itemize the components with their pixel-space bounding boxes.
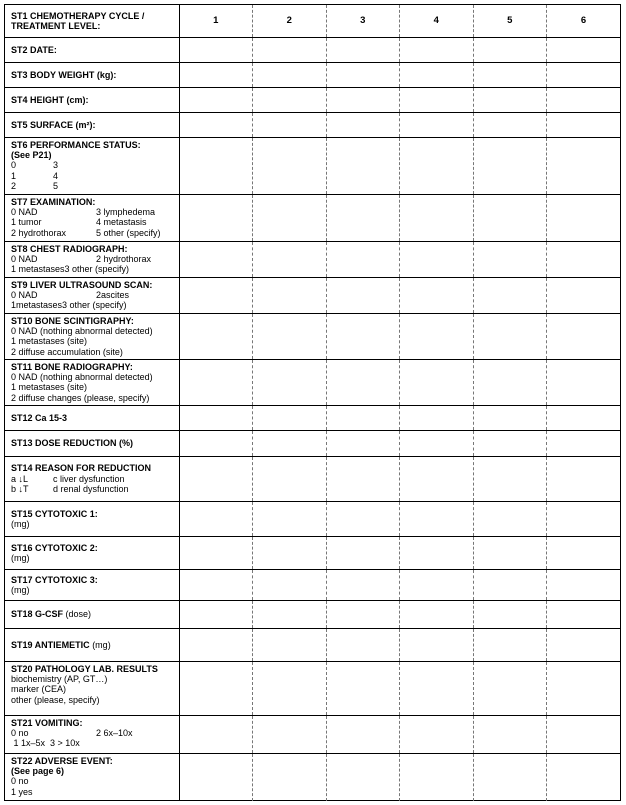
st15-cell-5[interactable] [473,501,547,536]
st4-cell-6[interactable] [547,87,621,112]
row-st8 [5,241,620,277]
st3-cell-4[interactable] [400,62,474,87]
st21-cell-3[interactable] [326,715,400,753]
st11-cell-5[interactable] [473,359,547,405]
st6-option: 1 [11,170,17,181]
st10-option-line: 2 diffuse accumulation (site) [11,346,123,357]
st11-cell-3[interactable] [326,359,400,405]
st10-title: ST10 BONE SCINTIGRAPHY: [11,315,134,326]
st9-option-line [11,290,175,300]
row-st3 [5,62,620,87]
row-st12 [5,405,620,430]
st22-label [5,753,179,801]
st6-option-line [11,160,175,170]
column-header-5: 5 [473,5,547,37]
st7-option: 3 lymphedema [96,206,156,217]
st13-cell-6[interactable] [547,430,621,456]
st22-subtitle: (See page 6) [11,765,65,776]
st3-cell-3[interactable] [326,62,400,87]
st7-option: 4 metastasis [96,217,147,228]
st6-option: 0 [11,160,17,171]
st9-cell-3[interactable] [326,277,400,313]
st15-cell-3[interactable] [326,501,400,536]
st7-label [5,194,179,241]
st9-label [5,277,179,313]
st5-cell-1[interactable] [179,112,253,137]
st14-label [5,456,179,501]
st2-cell-2[interactable] [253,37,327,62]
st15-cell-4[interactable] [400,501,474,536]
st7-cell-5[interactable] [473,194,547,241]
st20-cell-2[interactable] [253,661,327,715]
st19-cell-6[interactable] [547,628,621,661]
st19-cell-2[interactable] [253,628,327,661]
st10-cell-5[interactable] [473,313,547,359]
st22-cell-1[interactable] [179,753,253,801]
st5-label [5,112,179,137]
st19-tail: (mg) [89,639,111,650]
st11-cell-2[interactable] [253,359,327,405]
st7-cell-1[interactable] [179,194,253,241]
st22-cell-3[interactable] [326,753,400,801]
st11-option-line: 1 metastases (site) [11,382,88,393]
st15-cell-1[interactable] [179,501,253,536]
st16-title: ST16 CYTOTOXIC 2: [11,542,98,553]
st17-cell-5[interactable] [473,569,547,600]
st4-cell-3[interactable] [326,87,400,112]
st17-cell-6[interactable] [547,569,621,600]
row-st1 [5,5,620,37]
st21-option-line [11,728,175,738]
st9-cell-2[interactable] [253,277,327,313]
st6-cell-6[interactable] [547,137,621,194]
st21-cell-4[interactable] [400,715,474,753]
row-st20 [5,661,620,715]
st5-cell-3[interactable] [326,112,400,137]
st14-cell-4[interactable] [400,456,474,501]
st17-title: ST17 CYTOTOXIC 3: [11,574,98,585]
st8-option: 2 hydrothorax [96,253,152,264]
st2-cell-5[interactable] [473,37,547,62]
st10-cell-6[interactable] [547,313,621,359]
st6-cell-2[interactable] [253,137,327,194]
st20-cell-3[interactable] [326,661,400,715]
st9-cell-5[interactable] [473,277,547,313]
st18-label [5,600,179,628]
row-st10 [5,313,620,359]
column-header-3: 3 [326,5,400,37]
st8-cell-6[interactable] [547,241,621,277]
column-header-6: 6 [547,5,621,37]
st18-cell-5[interactable] [473,600,547,628]
st6-label [5,137,179,194]
st12-title: ST12 Ca 15-3 [11,412,68,423]
st2-label [5,37,179,62]
column-header-1: 1 [213,14,219,26]
st7-title: ST7 EXAMINATION: [11,196,96,207]
st6-option: 2 [11,181,17,192]
st8-cell-2[interactable] [253,241,327,277]
column-header-4: 4 [400,5,474,37]
st18-cell-2[interactable] [253,600,327,628]
st9-cell-4[interactable] [400,277,474,313]
st7-cell-4[interactable] [400,194,474,241]
st10-cell-1[interactable] [179,313,253,359]
st19-cell-5[interactable] [473,628,547,661]
st5-title: ST5 SURFACE (m²): [11,119,96,130]
st8-option-line [11,254,175,264]
st5-cell-6[interactable] [547,112,621,137]
st7-option-line [11,207,175,217]
st14-option: a ↓L [11,473,29,484]
st5-cell-5[interactable] [473,112,547,137]
st22-title: ST22 ADVERSE EVENT: [11,755,113,766]
row-st11 [5,359,620,405]
st7-option: 0 NAD [11,206,38,217]
st4-cell-4[interactable] [400,87,474,112]
st22-cell-4[interactable] [400,753,474,801]
st11-cell-4[interactable] [400,359,474,405]
st6-option-line [11,171,175,181]
row-st2 [5,37,620,62]
st1-label [5,5,179,37]
st2-cell-6[interactable] [547,37,621,62]
row-st14 [5,456,620,501]
st14-cell-3[interactable] [326,456,400,501]
st8-cell-1[interactable] [179,241,253,277]
st20-option-line: marker (CEA) [11,684,67,695]
st18-title: ST18 G-CSF [11,609,64,620]
st4-cell-5[interactable] [473,87,547,112]
st21-option: 2 6x–10x [96,727,133,738]
st12-cell-5[interactable] [473,405,547,430]
st12-cell-1[interactable] [179,405,253,430]
st13-cell-5[interactable] [473,430,547,456]
st7-cell-3[interactable] [326,194,400,241]
st21-cell-5[interactable] [473,715,547,753]
st11-cell-6[interactable] [547,359,621,405]
st14-option: c liver dysfunction [53,473,125,484]
st14-cell-1[interactable] [179,456,253,501]
st20-cell-1[interactable] [179,661,253,715]
st14-title: ST14 REASON FOR REDUCTION [11,463,152,474]
row-st6 [5,137,620,194]
st14-option-line [11,484,175,494]
st16-label [5,536,179,569]
st2-cell-3[interactable] [326,37,400,62]
st21-cell-6[interactable] [547,715,621,753]
st7-option: 1 tumor [11,217,42,228]
st17-cell-3[interactable] [326,569,400,600]
st3-cell-2[interactable] [253,62,327,87]
st18-tail: (dose) [63,609,92,620]
st6-title: ST6 PERFORMANCE STATUS: [11,139,141,150]
st20-cell-4[interactable] [400,661,474,715]
st4-cell-2[interactable] [253,87,327,112]
st19-label [5,628,179,661]
st22-cell-2[interactable] [253,753,327,801]
st16-unit: (mg) [11,553,30,563]
st20-option-line: other (please, specify) [11,694,100,705]
st6-option: 3 [53,160,59,171]
st21-cell-2[interactable] [253,715,327,753]
st9-cell-1[interactable] [179,277,253,313]
st18-cell-6[interactable] [547,600,621,628]
st12-cell-2[interactable] [253,405,327,430]
st9-option: 0 NAD [11,289,38,300]
st3-label [5,62,179,87]
st19-cell-3[interactable] [326,628,400,661]
st19-title: ST19 ANTIEMETIC [11,639,90,650]
st15-label [5,501,179,536]
st20-label [5,661,179,715]
st13-cell-3[interactable] [326,430,400,456]
st18-cell-1[interactable] [179,600,253,628]
row-st18 [5,600,620,628]
row-st19 [5,628,620,661]
row-st5 [5,112,620,137]
st10-cell-2[interactable] [253,313,327,359]
st6-option: 5 [53,181,59,192]
st15-title: ST15 CYTOTOXIC 1: [11,508,98,519]
st7-option-line [11,217,175,227]
row-st22 [5,753,620,801]
st2-cell-1[interactable] [179,37,253,62]
st10-option-line: 0 NAD (nothing abnormal detected) [11,325,153,336]
st9-cell-6[interactable] [547,277,621,313]
st14-cell-6[interactable] [547,456,621,501]
st9-option: 2ascites [96,289,130,300]
st4-cell-1[interactable] [179,87,253,112]
row-st17 [5,569,620,600]
st8-title: ST8 CHEST RADIOGRAPH: [11,243,128,254]
st6-subtitle: (See P21) [11,149,52,160]
st17-label [5,569,179,600]
st21-cell-1[interactable] [179,715,253,753]
st8-cell-5[interactable] [473,241,547,277]
st22-option-line: 0 no [11,776,29,787]
st6-cell-5[interactable] [473,137,547,194]
st3-title: ST3 BODY WEIGHT (kg): [11,69,117,80]
st21-title: ST21 VOMITING: [11,717,83,728]
st21-label [5,715,179,753]
st12-cell-3[interactable] [326,405,400,430]
st10-label [5,313,179,359]
st20-cell-6[interactable] [547,661,621,715]
st15-cell-2[interactable] [253,501,327,536]
st11-label [5,359,179,405]
row-st7 [5,194,620,241]
row-st21 [5,715,620,753]
st9-option-line: 1metastases3 other (specify) [11,300,127,311]
st3-cell-6[interactable] [547,62,621,87]
st10-cell-3[interactable] [326,313,400,359]
st13-title: ST13 DOSE REDUCTION (%) [11,438,134,449]
st17-cell-2[interactable] [253,569,327,600]
st20-option-line: biochemistry (AP, GT…) [11,673,108,684]
st8-option-line: 1 metastases3 other (specify) [11,264,130,275]
st3-cell-5[interactable] [473,62,547,87]
st16-cell-2[interactable] [253,536,327,569]
st6-cell-4[interactable] [400,137,474,194]
st10-option-line: 1 metastases (site) [11,336,88,347]
st12-cell-4[interactable] [400,405,474,430]
st5-cell-4[interactable] [400,112,474,137]
st13-cell-4[interactable] [400,430,474,456]
st7-option: 2 hydrothorax [11,227,67,238]
st1-title-2: TREATMENT LEVEL: [11,21,101,32]
st4-title: ST4 HEIGHT (cm): [11,94,89,105]
st7-cell-2[interactable] [253,194,327,241]
st7-option: 5 other (specify) [96,227,161,238]
st21-option-line: 1 1x–5x 3 > 10x [11,738,80,749]
st21-option: 0 no [11,727,29,738]
st7-cell-6[interactable] [547,194,621,241]
row-st15 [5,501,620,536]
st18-cell-4[interactable] [400,600,474,628]
st2-cell-4[interactable] [400,37,474,62]
st6-option: 4 [53,170,59,181]
st12-label [5,405,179,430]
st11-cell-1[interactable] [179,359,253,405]
row-st16 [5,536,620,569]
st14-cell-2[interactable] [253,456,327,501]
st11-option-line: 2 diffuse changes (please, specify) [11,392,150,403]
st11-option-line: 0 NAD (nothing abnormal detected) [11,371,153,382]
row-st9 [5,277,620,313]
column-header-2: 2 [253,5,327,37]
st13-label [5,430,179,456]
st16-cell-1[interactable] [179,536,253,569]
st15-cell-6[interactable] [547,501,621,536]
st8-cell-4[interactable] [400,241,474,277]
st14-option-line [11,474,175,484]
st4-label [5,87,179,112]
st22-cell-6[interactable] [547,753,621,801]
st1-title: ST1 CHEMOTHERAPY CYCLE / [11,10,145,21]
st3-cell-1[interactable] [179,62,253,87]
chemotherapy-table [5,5,620,801]
st16-cell-5[interactable] [473,536,547,569]
st22-option-line: 1 yes [11,786,33,797]
st17-cell-4[interactable] [400,569,474,600]
row-st13 [5,430,620,456]
st17-cell-1[interactable] [179,569,253,600]
chemotherapy-form [4,4,621,801]
st8-option: 0 NAD [11,253,38,264]
st15-unit: (mg) [11,519,30,529]
st14-cell-5[interactable] [473,456,547,501]
st14-option: b ↓T [11,484,29,495]
st19-cell-1[interactable] [179,628,253,661]
st14-option: d renal dysfunction [53,484,129,495]
st2-title: ST2 DATE: [11,44,57,55]
st20-cell-5[interactable] [473,661,547,715]
st20-title: ST20 PATHOLOGY LAB. RESULTS [11,663,158,674]
st8-cell-3[interactable] [326,241,400,277]
st7-option-line [11,228,175,238]
st13-cell-1[interactable] [179,430,253,456]
row-st4 [5,87,620,112]
st6-option-line [11,181,175,191]
st11-title: ST11 BONE RADIOGRAPHY: [11,361,133,372]
st6-cell-3[interactable] [326,137,400,194]
st22-cell-5[interactable] [473,753,547,801]
st10-cell-4[interactable] [400,313,474,359]
st12-cell-6[interactable] [547,405,621,430]
st18-cell-3[interactable] [326,600,400,628]
st6-cell-1[interactable] [179,137,253,194]
st16-cell-6[interactable] [547,536,621,569]
st8-label [5,241,179,277]
st16-cell-4[interactable] [400,536,474,569]
st5-cell-2[interactable] [253,112,327,137]
st17-unit: (mg) [11,585,30,595]
st13-cell-2[interactable] [253,430,327,456]
st9-title: ST9 LIVER ULTRASOUND SCAN: [11,279,153,290]
st19-cell-4[interactable] [400,628,474,661]
st16-cell-3[interactable] [326,536,400,569]
